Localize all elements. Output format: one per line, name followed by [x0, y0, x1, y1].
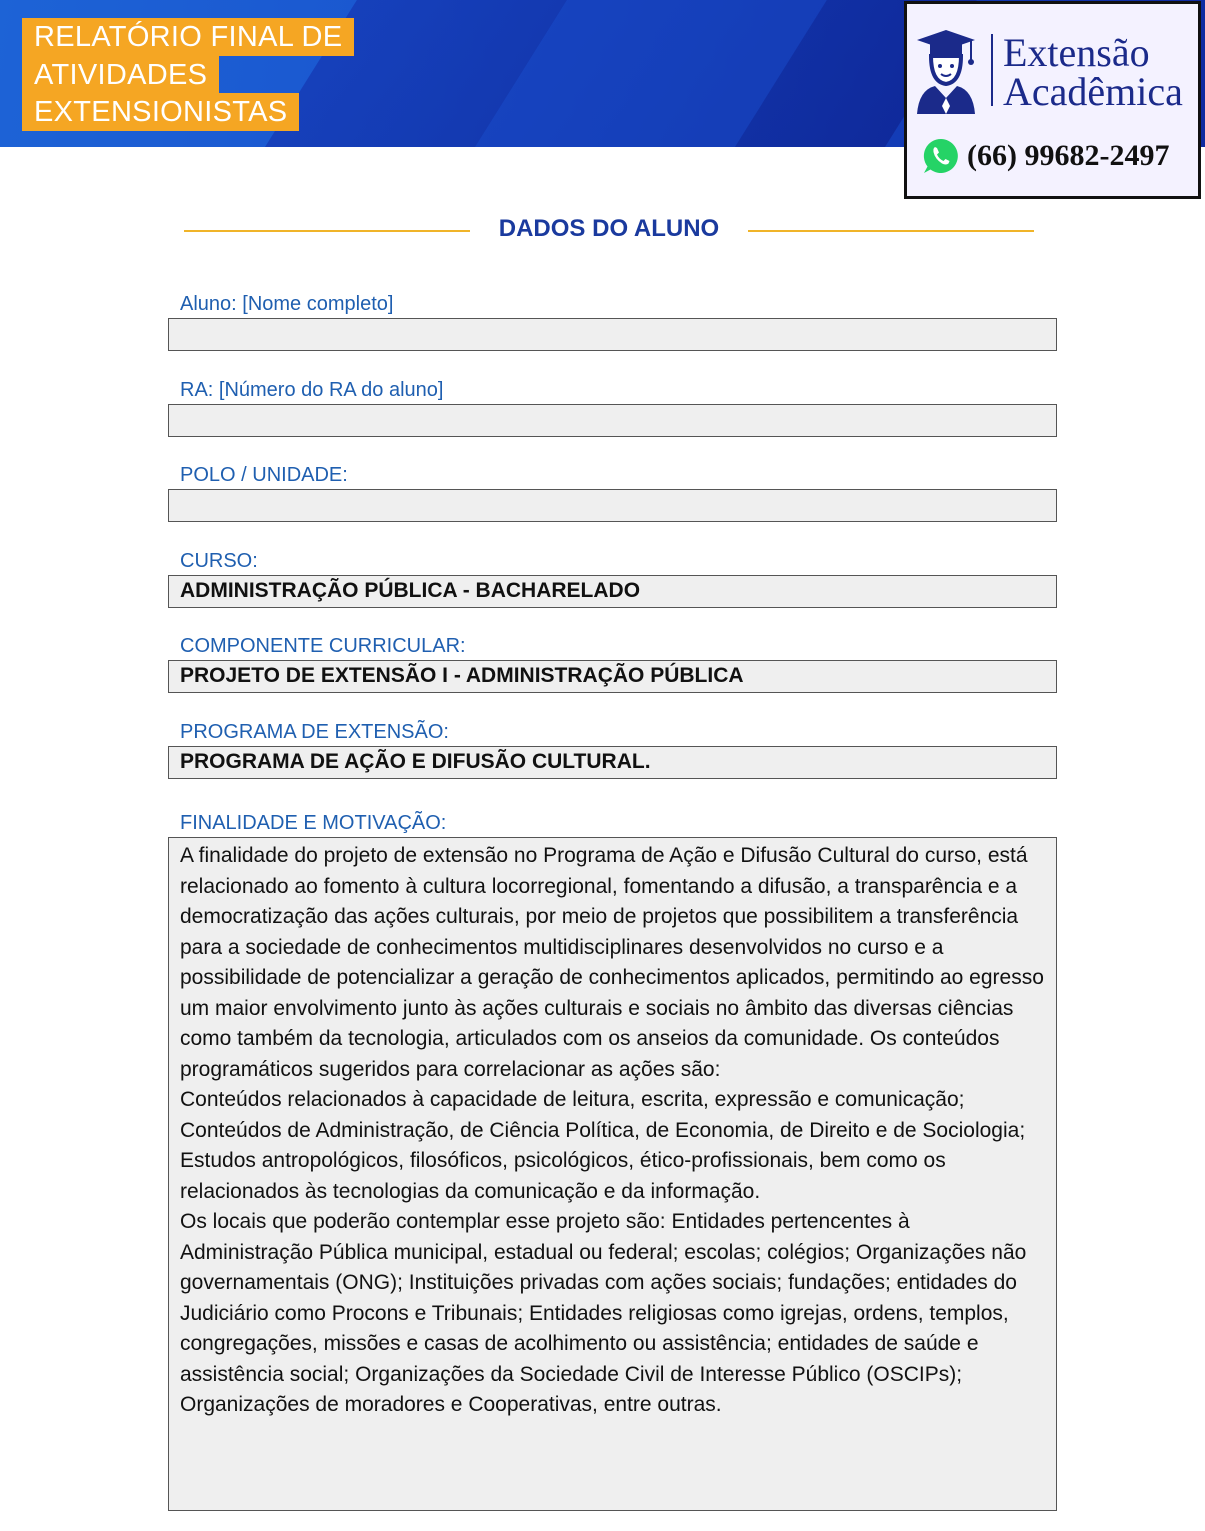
polo-label: POLO / UNIDADE:	[180, 464, 348, 486]
brand-logo-box	[904, 1, 1201, 199]
report-title-line-1: RELATÓRIO FINAL DE	[22, 18, 354, 56]
component-label: COMPONENTE CURRICULAR:	[180, 635, 466, 657]
component-field[interactable]	[168, 660, 1057, 693]
purpose-field[interactable]	[168, 837, 1057, 1511]
whatsapp-icon	[921, 136, 961, 176]
report-title-line-3: EXTENSIONISTAS	[22, 93, 299, 131]
ra-field[interactable]	[168, 404, 1057, 437]
heading-rule-right	[748, 230, 1034, 232]
brand-name-line-1: Extensão	[1003, 30, 1150, 75]
student-name-label: Aluno: [Nome completo]	[180, 293, 394, 315]
program-value: PROGRAMA DE AÇÃO E DIFUSÃO CULTURAL.	[180, 750, 651, 773]
purpose-text	[180, 841, 1046, 1421]
graduate-icon	[913, 28, 979, 114]
component-value: PROJETO DE EXTENSÃO I - ADMINISTRAÇÃO PÚBLICA	[180, 664, 744, 687]
contact-phone: (66) 99682-2497	[967, 139, 1170, 172]
logo-divider	[991, 34, 993, 106]
student-name-field[interactable]	[168, 318, 1057, 351]
purpose-paragraph-3: Os locais que poderão contemplar esse projeto são: Entidades pertencentes à Administração Pública municipal, estadual ou federal; escolas; colégios; Organizações não governamentais (ONG); Instituições privadas com ações sociais; fundações; entidades do Judiciário como Procons e Tribunais; Entidades religiosas como igrejas, ordens, templos, congregações, missões e casas de acolhimento ou assistência; entidades de saúde e assistência social; Organizações da Sociedade Civil de Interesse Público (OSCIPs); Organizações de moradores e Cooperativas, entre outras.	[180, 1210, 1027, 1416]
course-field[interactable]	[168, 575, 1057, 608]
ra-label: RA: [Número do RA do aluno]	[180, 379, 444, 401]
course-label: CURSO:	[180, 550, 258, 572]
purpose-label: FINALIDADE E MOTIVAÇÃO:	[180, 812, 447, 834]
course-value: ADMINISTRAÇÃO PÚBLICA - BACHARELADO	[180, 579, 641, 602]
program-field[interactable]	[168, 746, 1057, 779]
purpose-paragraph-1: A finalidade do projeto de extensão no Programa de Ação e Difusão Cultural do curso, está relacionado ao fomento à cultura locorregional, fomentando a difusão, a transparência e a democratização das ações culturais, por meio de projetos que possibilitem a transferência para a sociedade de conhecimentos multidisciplinares desenvolvidos no curso e a possibilidade de potencializar a geração de conhecimentos aplicados, permitindo ao egresso um maior envolvimento junto às ações culturais e sociais no âmbito das diversas ciências como também da tecnologia, articulados com os anseios da comunidade. Os conteúdos programáticos sugeridos para correlacionar as ações são:	[180, 844, 1044, 1081]
heading-rule-left	[184, 230, 470, 232]
purpose-paragraph-2: Conteúdos relacionados à capacidade de leitura, escrita, expressão e comunicação; Conteúdos de Administração, de Ciência Política, de Economia, de Direito e de Sociologia; Estudos antropológicos, filosóficos, psicológicos, ético-profissionais, bem como os relacionados às tecnologias da comunicação e da informação.	[180, 1088, 1026, 1203]
polo-field[interactable]	[168, 489, 1057, 522]
section-title: DADOS DO ALUNO	[498, 215, 720, 242]
program-label: PROGRAMA DE EXTENSÃO:	[180, 721, 449, 743]
brand-name-line-2: Acadêmica	[1003, 69, 1183, 114]
report-title-line-2: ATIVIDADES	[22, 56, 219, 94]
